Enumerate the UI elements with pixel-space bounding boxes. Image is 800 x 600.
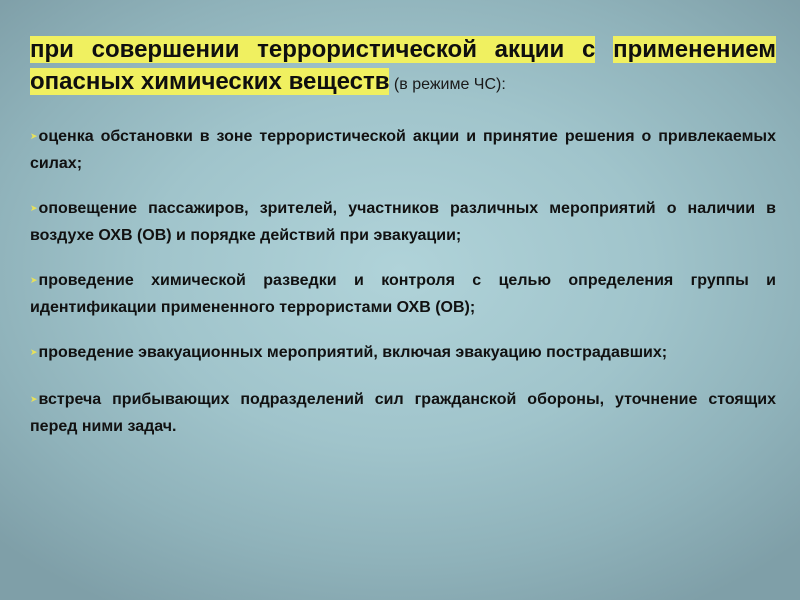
arrowhead-bullet-icon: ➤ bbox=[30, 275, 38, 285]
list-item bbox=[30, 268, 776, 320]
list-item-text: встреча прибывающих подразделений сил гражданской обороны, уточнение стоящих перед ними задач. bbox=[30, 391, 776, 435]
list-item bbox=[30, 387, 776, 439]
arrowhead-bullet-icon: ➤ bbox=[30, 394, 38, 404]
list-item-text: проведение химической разведки и контроля с целью определения группы и идентификации примененного террористами ОХВ (ОВ); bbox=[30, 272, 776, 316]
title-line-1: при совершении террористической акции с bbox=[30, 36, 596, 63]
list-item-text: проведение эвакуационных мероприятий, включая эвакуацию пострадавших; bbox=[38, 344, 668, 361]
list-item-text: оповещение пассажиров, зрителей, участников различных мероприятий о наличии в воздухе ОХВ (ОВ) и порядке действий при эвакуации; bbox=[30, 200, 776, 244]
slide-title bbox=[30, 34, 776, 101]
arrowhead-bullet-icon: ➤ bbox=[30, 203, 38, 213]
title-note: (в режиме ЧС): bbox=[389, 76, 506, 93]
list-item bbox=[30, 124, 776, 176]
arrowhead-bullet-icon: ➤ bbox=[30, 347, 38, 357]
slide-content bbox=[30, 34, 776, 439]
list-item-text: оценка обстановки в зоне террористической акции и принятие решения о привлекаемых силах; bbox=[30, 128, 776, 172]
list-item bbox=[30, 340, 776, 367]
list-item bbox=[30, 196, 776, 248]
arrowhead-bullet-icon: ➤ bbox=[30, 131, 38, 141]
title-line-2: применением опасных химических веществ bbox=[30, 36, 776, 95]
